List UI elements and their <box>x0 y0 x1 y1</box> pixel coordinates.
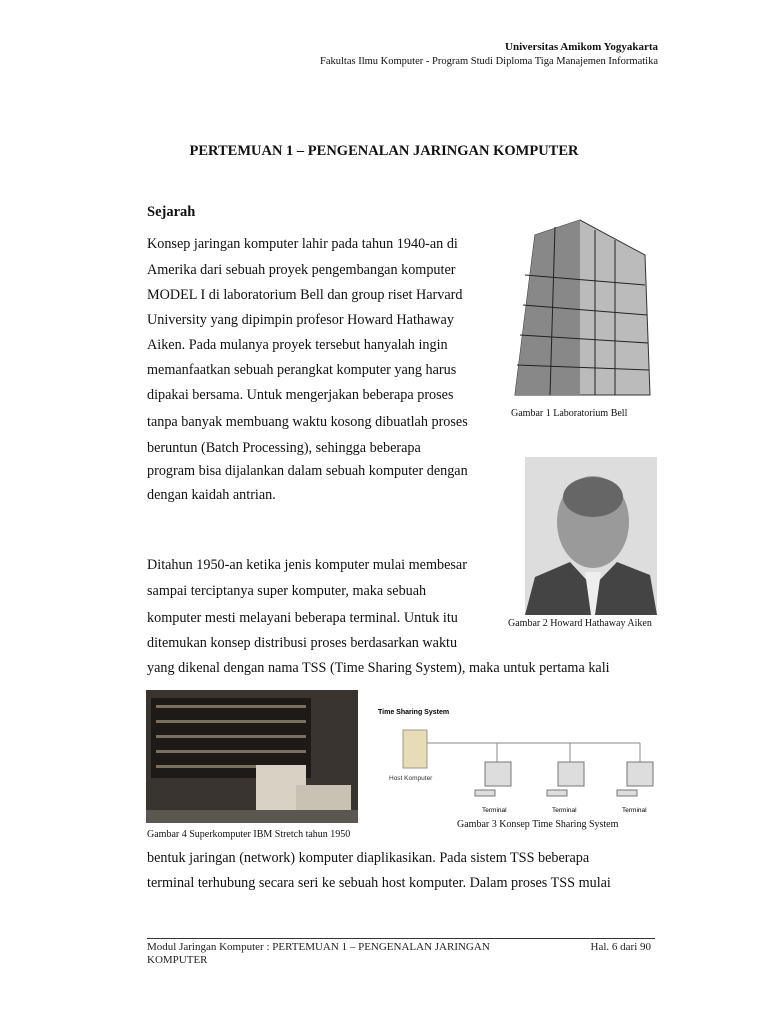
diagram-title: Time Sharing System <box>378 709 450 716</box>
footer-module-title: Modul Jaringan Komputer : PERTEMUAN 1 – PENGENALAN JARINGAN <box>147 941 490 953</box>
page-footer <box>147 938 655 967</box>
terminal-icon <box>558 762 584 786</box>
figure-4-caption: Gambar 4 Superkomputer IBM Stretch tahun 1950 <box>147 829 351 840</box>
text-line: bentuk jaringan (network) komputer diaplikasikan. Pada sistem TSS beberapa <box>147 850 590 866</box>
bell-laboratory-image <box>505 215 655 400</box>
text-line: MODEL I di laboratorium Bell dan group riset Harvard <box>147 287 463 303</box>
terminal-icon <box>485 762 511 786</box>
figure-1-caption: Gambar 1 Laboratorium Bell <box>511 408 628 419</box>
text-line: tanpa banyak membuang waktu kosong dibuatlah proses <box>147 414 468 430</box>
ibm-stretch-image <box>146 690 358 823</box>
terminal-label: Terminal <box>482 807 507 814</box>
page-number: Hal. 6 dari 90 <box>590 941 651 953</box>
text-line: yang dikenal dengan nama TSS (Time Sharing System), maka untuk pertama kali <box>147 660 610 676</box>
text-line: terminal terhubung secara seri ke sebuah host komputer. Dalam proses TSS mulai <box>147 875 611 891</box>
text-line: dengan kaidah antrian. <box>147 487 276 503</box>
section-heading: Sejarah <box>147 204 196 220</box>
text-line: ditemukan konsep distribusi proses berdasarkan waktu <box>147 635 458 651</box>
howard-aiken-photo <box>525 457 657 615</box>
text-line: sampai terciptanya super komputer, maka sebuah <box>147 583 427 599</box>
text-line: Konsep jaringan komputer lahir pada tahun 1940-an di <box>147 236 458 252</box>
text-line: Aiken. Pada mulanya proyek tersebut hanyalah ingin <box>147 337 448 353</box>
text-line: beruntun (Batch Processing), sehingga beberapa <box>147 440 421 456</box>
text-line: University yang dipimpin profesor Howard Hathaway <box>147 312 454 328</box>
text-line: dipakai bersama. Untuk mengerjakan beberapa proses <box>147 387 454 403</box>
text-line: program bisa dijalankan dalam sebuah komputer dengan <box>147 463 468 479</box>
text-line: komputer mesti melayani beberapa terminal. Untuk itu <box>147 610 458 626</box>
terminal-icon <box>627 762 653 786</box>
terminal-label: Terminal <box>552 807 577 814</box>
time-sharing-diagram <box>375 700 657 820</box>
text-line: Ditahun 1950-an ketika jenis komputer mulai membesar <box>147 557 467 573</box>
figure-3-caption: Gambar 3 Konsep Time Sharing System <box>457 819 619 830</box>
terminal-label: Terminal <box>622 807 647 814</box>
page-title: PERTEMUAN 1 – PENGENALAN JARINGAN KOMPUTER <box>189 143 579 159</box>
text-line: Amerika dari sebuah proyek pengembangan komputer <box>147 262 456 278</box>
host-computer-icon <box>403 730 427 768</box>
header-faculty: Fakultas Ilmu Komputer - Program Studi Diploma Tiga Manajemen Informatika <box>320 56 658 67</box>
figure-2-caption: Gambar 2 Howard Hathaway Aiken <box>508 618 652 629</box>
text-line: memanfaatkan sebuah perangkat komputer yang harus <box>147 362 457 378</box>
header-university: Universitas Amikom Yogyakarta <box>505 41 658 53</box>
footer-module-title-cont: KOMPUTER <box>147 954 208 966</box>
diagram-host-label: Host Komputer <box>389 775 433 782</box>
